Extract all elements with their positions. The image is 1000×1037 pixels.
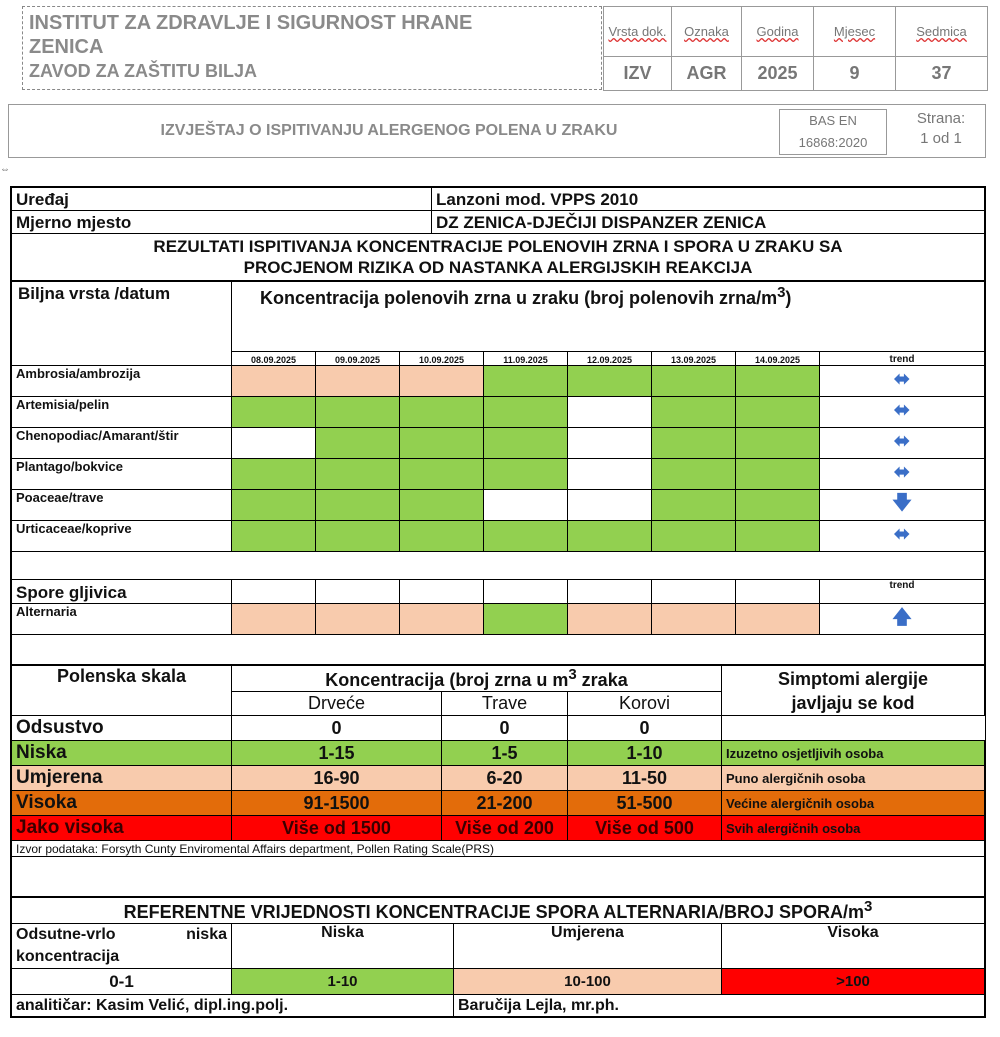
results-title-line2: PROCJENOM RIZIKA OD NASTANKA ALERGIJSKIH REAKCIJA — [243, 258, 753, 277]
meta-label-week: Sedmica — [896, 7, 988, 57]
scale-weeds: 1-10 — [568, 741, 722, 766]
spacer-row — [12, 635, 985, 665]
spores-header-cell — [484, 580, 568, 604]
concentration-cell-niska — [652, 366, 736, 397]
reference-value-absent: 0-1 — [12, 969, 232, 995]
concentration-cell-niska — [316, 521, 400, 552]
pollen-concentration-table — [11, 281, 985, 665]
meta-label-doc-type: Vrsta dok. — [604, 7, 672, 57]
scale-concentration-tail: zraka — [576, 670, 628, 690]
concentration-cell-niska — [232, 521, 316, 552]
trend-cell — [820, 490, 985, 521]
site-label: Mjerno mjesto — [12, 211, 432, 234]
concentration-cell-umjerena — [232, 604, 316, 635]
trend-cell — [820, 366, 985, 397]
device-value: Lanzoni mod. VPPS 2010 — [432, 188, 985, 211]
table-move-handle-icon[interactable]: ⇔ — [0, 164, 10, 175]
device-label: Uređaj — [12, 188, 432, 211]
concentration-cell-niska — [316, 428, 400, 459]
meta-label-month: Mjesec — [814, 7, 896, 57]
analyst-left: analitičar: Kasim Velić, dipl.ing.polj. — [12, 995, 454, 1017]
reference-value-high: >100 — [722, 969, 985, 995]
concentration-cell-odsustvo — [568, 397, 652, 428]
concentration-cell-niska — [232, 459, 316, 490]
meta-value-doc-type: IZV — [604, 57, 672, 91]
institute-name-line2: ZENICA — [29, 36, 104, 58]
institute-name-line1: INSTITUT ZA ZDRAVLJE I SIGURNOST HRANE — [29, 12, 473, 34]
document-meta-table — [603, 6, 988, 91]
symptoms-header-line1: Simptomi alergije — [777, 668, 929, 689]
table-row — [12, 490, 985, 521]
reference-title-text: REFERENTNE VRIJEDNOSTI KONCENTRACIJE SPORA ALTERNARIA/BROJ SPORA/m — [123, 902, 865, 922]
concentration-cell-odsustvo — [232, 428, 316, 459]
species-name: Artemisia/pelin — [12, 397, 232, 428]
scale-header: Polenska skala — [12, 666, 232, 716]
concentration-cell-umjerena — [232, 366, 316, 397]
date-header-cell: 12.09.2025 — [568, 352, 652, 366]
scale-concentration-header — [232, 666, 722, 692]
symptoms-header-line2: javljaju se kod — [791, 692, 915, 713]
left-right-arrow-icon: ⬌ — [894, 524, 910, 545]
scale-col-trees: Drveće — [232, 692, 442, 716]
scale-trees: 0 — [232, 716, 442, 741]
spores-header-cell — [568, 580, 652, 604]
scale-grass: 0 — [442, 716, 568, 741]
scale-concentration-sup: 3 — [568, 666, 577, 683]
trend-cell — [820, 428, 985, 459]
concentration-cell-niska — [232, 490, 316, 521]
scale-weeds: 0 — [568, 716, 722, 741]
alternaria-reference-table — [11, 897, 985, 1017]
spores-header: Spore gljivica — [12, 580, 232, 604]
table-row — [12, 604, 985, 635]
concentration-cell-niska — [484, 397, 568, 428]
reference-col-absent-line1: Odsutne-vrlo niska — [16, 926, 227, 943]
meta-label-year: Godina — [742, 7, 814, 57]
report-title-box — [8, 104, 986, 158]
scale-grass: Više od 200 — [442, 816, 568, 841]
site-value: DZ ZENICA-DJEČIJI DISPANZER ZENICA — [432, 211, 985, 234]
scale-weeds: 11-50 — [568, 766, 722, 791]
scale-trees: 1-15 — [232, 741, 442, 766]
spacer-row — [12, 857, 985, 897]
concentration-cell-niska — [232, 397, 316, 428]
concentration-cell-umjerena — [316, 604, 400, 635]
concentration-cell-niska — [400, 490, 484, 521]
scale-concentration-text: Koncentracija (broj zrna u m — [325, 670, 569, 690]
concentration-cell-niska — [736, 490, 820, 521]
results-title-line1: REZULTATI ISPITIVANJA KONCENTRACIJE POLENOVIH ZRNA I SPORA U ZRAKU SA — [153, 237, 843, 256]
concentration-cell-niska — [484, 521, 568, 552]
date-header-cell: 14.09.2025 — [736, 352, 820, 366]
concentration-cell-niska — [400, 428, 484, 459]
spores-header-cell — [652, 580, 736, 604]
scale-level: Jako visoka — [12, 816, 232, 841]
scale-symptom: Svih alergičnih osoba — [722, 816, 985, 841]
concentration-cell-niska — [652, 397, 736, 428]
left-right-arrow-icon: ⬌ — [894, 369, 910, 390]
spacer-row — [12, 552, 985, 580]
symptoms-header — [722, 666, 985, 716]
concentration-header-close: ) — [785, 288, 792, 308]
date-header-row — [12, 352, 985, 366]
species-name: Poaceae/trave — [12, 490, 232, 521]
report-title: IZVJEŠTAJ O ISPITIVANJU ALERGENOG POLENA U ZRAKU — [160, 122, 618, 139]
scale-row — [12, 716, 985, 741]
page-value: 1 od 1 — [920, 130, 962, 147]
table-row — [12, 397, 985, 428]
left-right-arrow-icon: ⬌ — [894, 400, 910, 421]
concentration-cell-umjerena — [316, 366, 400, 397]
institute-header — [22, 6, 602, 90]
page-label: Strana: — [916, 110, 966, 127]
reference-value-low: 1-10 — [232, 969, 454, 995]
concentration-cell-niska — [736, 397, 820, 428]
meta-value-year: 2025 — [742, 57, 814, 91]
species-name: Ambrosia/ambrozija — [12, 366, 232, 397]
trend-cell — [820, 521, 985, 552]
concentration-cell-niska — [484, 604, 568, 635]
spores-header-cell — [316, 580, 400, 604]
concentration-cell-niska — [568, 366, 652, 397]
pollen-scale-table — [11, 665, 985, 897]
scale-level: Visoka — [12, 791, 232, 816]
concentration-cell-umjerena — [652, 604, 736, 635]
species-header: Biljna vrsta /datum — [12, 282, 232, 352]
species-name: Urticaceae/koprive — [12, 521, 232, 552]
scale-row — [12, 791, 985, 816]
concentration-cell-niska — [652, 490, 736, 521]
scale-trees: Više od 1500 — [232, 816, 442, 841]
concentration-cell-umjerena — [736, 604, 820, 635]
concentration-cell-niska — [736, 428, 820, 459]
concentration-cell-umjerena — [400, 604, 484, 635]
species-name: Chenopodiac/Amarant/štir — [12, 428, 232, 459]
trend-cell — [820, 604, 985, 635]
scale-level: Niska — [12, 741, 232, 766]
reference-title — [12, 898, 985, 924]
date-header-cell: 13.09.2025 — [652, 352, 736, 366]
table-row — [12, 521, 985, 552]
left-right-arrow-icon: ⬌ — [894, 431, 910, 452]
scale-col-grass: Trave — [442, 692, 568, 716]
concentration-cell-odsustvo — [568, 490, 652, 521]
scale-symptom: Izuzetno osjetljivih osoba — [722, 741, 985, 766]
scale-trees: 16-90 — [232, 766, 442, 791]
concentration-cell-umjerena — [400, 366, 484, 397]
concentration-cell-niska — [484, 366, 568, 397]
scale-col-weeds: Korovi — [568, 692, 722, 716]
date-header-cell: 10.09.2025 — [400, 352, 484, 366]
scale-source: Izvor podataka: Forsyth Cunty Enviromental Affairs department, Pollen Rating Scale(PRS) — [12, 841, 985, 857]
down-arrow-icon: 🡇 — [892, 493, 912, 514]
meta-label-code: Oznaka — [672, 7, 742, 57]
reference-col-moderate: Umjerena — [454, 924, 722, 969]
concentration-cell-niska — [652, 459, 736, 490]
meta-value-month: 9 — [814, 57, 896, 91]
concentration-cell-niska — [316, 490, 400, 521]
standard-reference: BAS EN 16868:2020 — [779, 109, 887, 155]
date-header-cell: 08.09.2025 — [232, 352, 316, 366]
trend-cell — [820, 397, 985, 428]
concentration-cell-niska — [736, 459, 820, 490]
trend-header: trend — [820, 352, 985, 366]
scale-grass: 21-200 — [442, 791, 568, 816]
concentration-cell-niska — [316, 397, 400, 428]
concentration-cell-niska — [484, 459, 568, 490]
spores-trend-label: trend — [820, 580, 985, 604]
table-row — [12, 366, 985, 397]
results-section — [10, 186, 986, 1018]
concentration-cell-odsustvo — [568, 428, 652, 459]
species-name: Alternaria — [12, 604, 232, 635]
concentration-cell-niska — [736, 366, 820, 397]
left-right-arrow-icon: ⬌ — [894, 462, 910, 483]
concentration-cell-niska — [568, 521, 652, 552]
scale-weeds: 51-500 — [568, 791, 722, 816]
concentration-header-text: Koncentracija polenovih zrna u zraku (broj polenovih zrna/m — [260, 288, 778, 308]
spores-header-cell — [400, 580, 484, 604]
up-arrow-icon: 🡅 — [892, 607, 912, 628]
species-name: Plantago/bokvice — [12, 459, 232, 490]
device-info-table — [11, 187, 985, 281]
page-indicator — [899, 109, 983, 155]
concentration-cell-niska — [652, 428, 736, 459]
reference-title-sup: 3 — [864, 898, 873, 915]
reference-col-absent — [12, 924, 232, 969]
scale-trees: 91-1500 — [232, 791, 442, 816]
reference-col-absent-line2: koncentracija — [16, 948, 120, 965]
scale-level: Umjerena — [12, 766, 232, 791]
concentration-cell-odsustvo — [484, 490, 568, 521]
concentration-cell-niska — [400, 459, 484, 490]
concentration-cell-niska — [316, 459, 400, 490]
date-header-empty — [12, 352, 232, 366]
analyst-right: Baručija Lejla, mr.ph. — [454, 995, 985, 1017]
institute-department: ZAVOD ZA ZAŠTITU BILJA — [29, 61, 257, 81]
scale-symptom: Puno alergičnih osoba — [722, 766, 985, 791]
scale-row — [12, 741, 985, 766]
concentration-cell-niska — [484, 428, 568, 459]
concentration-cell-niska — [652, 521, 736, 552]
table-row — [12, 459, 985, 490]
reference-value-moderate: 10-100 — [454, 969, 722, 995]
trend-cell — [820, 459, 985, 490]
scale-grass: 1-5 — [442, 741, 568, 766]
meta-value-week: 37 — [896, 57, 988, 91]
concentration-cell-niska — [400, 397, 484, 428]
concentration-cell-umjerena — [568, 604, 652, 635]
date-header-cell: 11.09.2025 — [484, 352, 568, 366]
concentration-cell-odsustvo — [568, 459, 652, 490]
scale-symptom: Većine alergičnih osoba — [722, 791, 985, 816]
concentration-header-sup: 3 — [777, 284, 786, 301]
concentration-cell-niska — [400, 521, 484, 552]
reference-col-low: Niska — [232, 924, 454, 969]
scale-grass: 6-20 — [442, 766, 568, 791]
concentration-header — [232, 282, 985, 352]
scale-row — [12, 766, 985, 791]
results-title — [12, 234, 985, 281]
table-row — [12, 428, 985, 459]
reference-col-high: Visoka — [722, 924, 985, 969]
scale-level: Odsustvo — [12, 716, 232, 741]
spores-header-cell — [232, 580, 316, 604]
meta-value-code: AGR — [672, 57, 742, 91]
concentration-cell-niska — [736, 521, 820, 552]
scale-row — [12, 816, 985, 841]
date-header-cell: 09.09.2025 — [316, 352, 400, 366]
scale-weeds: Više od 500 — [568, 816, 722, 841]
spores-header-cell — [736, 580, 820, 604]
